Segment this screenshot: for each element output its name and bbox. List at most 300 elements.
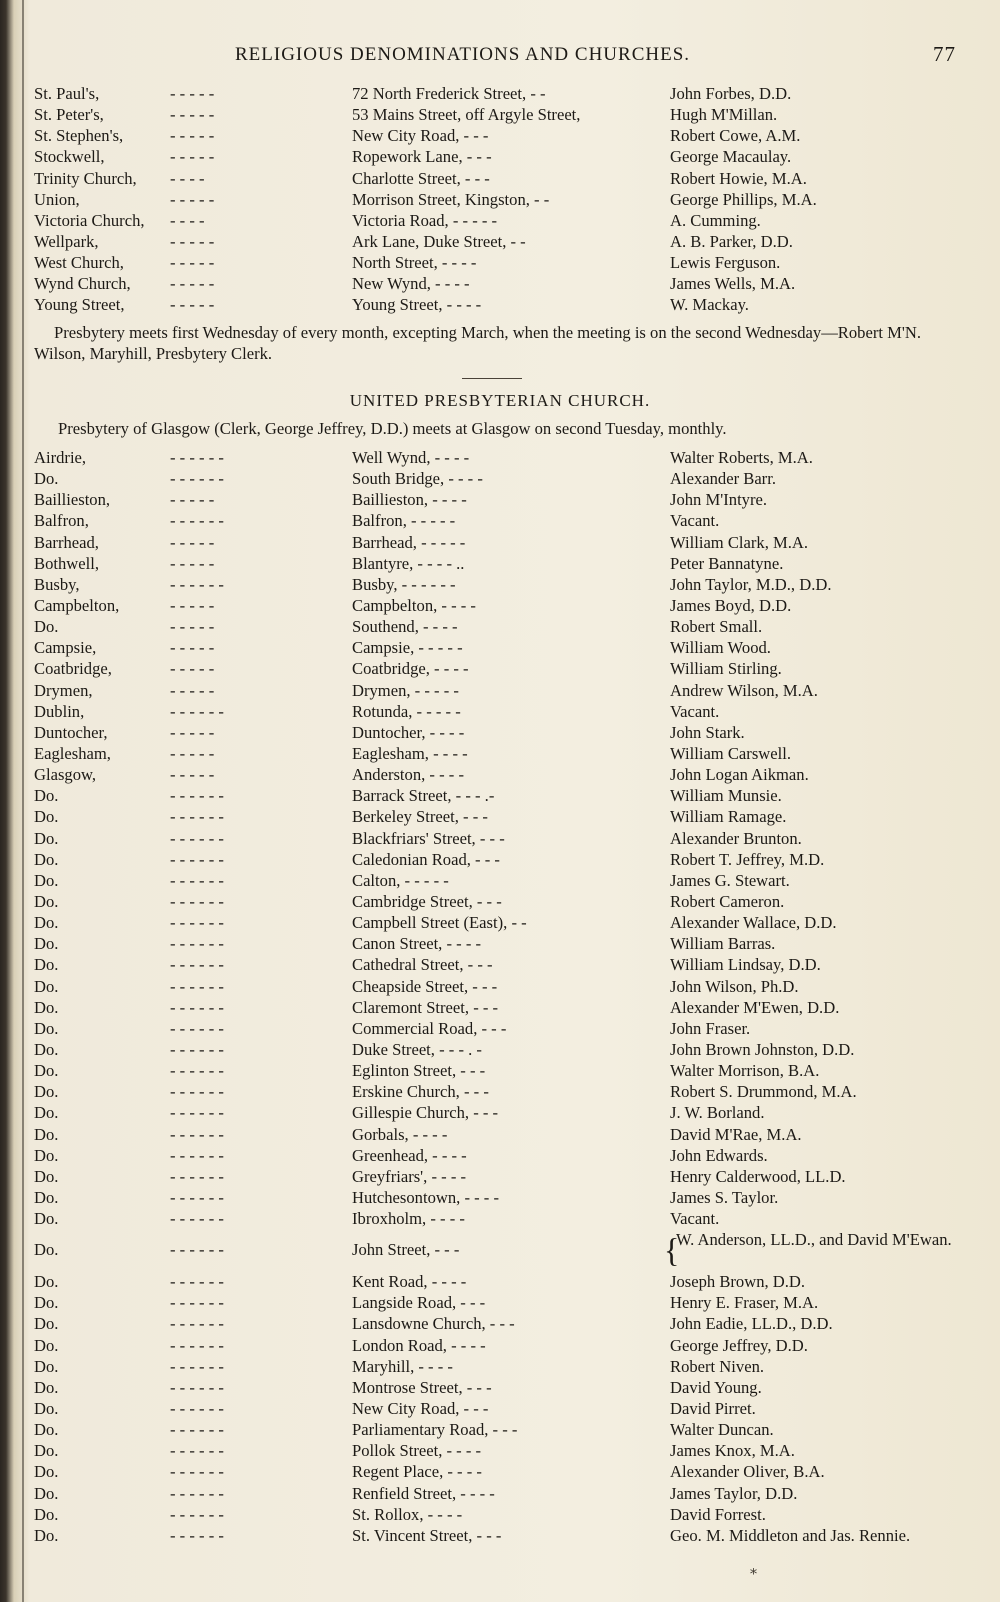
church-list-united-presbyterian — [30, 448, 970, 1547]
church-address: St. Vincent Street, - - - — [352, 1525, 502, 1545]
table-row — [30, 84, 970, 105]
church-address: Eaglesham, - - - - — [352, 743, 468, 763]
leader-dashes: - - - - - - — [170, 828, 224, 848]
table-row — [30, 1484, 970, 1505]
minister-name: Robert Small. — [670, 617, 763, 637]
church-name: Do. — [34, 1209, 59, 1229]
table-row — [30, 1188, 970, 1209]
table-row — [30, 295, 970, 316]
leader-dashes: - - - - - - — [170, 1441, 224, 1461]
table-row — [30, 1146, 970, 1167]
minister-name: John Brown Johnston, D.D. — [670, 1039, 855, 1059]
church-name: Dublin, — [34, 701, 85, 721]
table-row — [30, 659, 970, 680]
church-address: Canon Street, - - - - — [352, 934, 482, 954]
minister-name: John Forbes, D.D. — [670, 84, 792, 103]
minister-name: Robert Howie, M.A. — [670, 168, 807, 188]
printer-mark: ⁎ — [750, 1562, 757, 1578]
church-name: Do. — [34, 891, 59, 911]
leader-dashes: - - - - - - — [170, 913, 224, 933]
leader-dashes: - - - - - - — [170, 1240, 224, 1260]
minister-name: Vacant. — [670, 1209, 720, 1229]
minister-name: David Pirret. — [670, 1399, 756, 1419]
table-row — [30, 554, 970, 575]
church-address: Charlotte Street, - - - — [352, 168, 490, 188]
leader-dashes: - - - - - - — [170, 1293, 224, 1313]
church-name: Wynd Church, — [34, 274, 131, 294]
church-address: Ibroxholm, - - - - — [352, 1209, 465, 1229]
leader-dashes: - - - - - — [170, 490, 215, 510]
church-name: Wellpark, — [34, 231, 99, 251]
church-address: Campbell Street (East), - - — [352, 913, 527, 933]
church-address: Langside Road, - - - — [352, 1293, 486, 1313]
leader-dashes: - - - - - - — [170, 1356, 224, 1376]
church-address: St. Rollox, - - - - — [352, 1504, 463, 1524]
leader-dashes: - - - - - — [170, 231, 215, 251]
church-address: North Street, - - - - — [352, 253, 477, 273]
minister-name: A. Cumming. — [670, 210, 761, 230]
minister-name: W. Mackay. — [670, 295, 749, 315]
church-name: Do. — [34, 1356, 59, 1376]
church-address: Greenhead, - - - - — [352, 1145, 467, 1165]
minister-name: William Carswell. — [670, 743, 791, 763]
church-address: Lansdowne Church, - - - — [352, 1314, 515, 1334]
minister-name: Alexander Brunton. — [670, 828, 802, 848]
table-row — [30, 638, 970, 659]
minister-name: Robert S. Drummond, M.A. — [670, 1082, 857, 1102]
church-name: Campbelton, — [34, 595, 120, 615]
church-address: John Street, - - - — [352, 1240, 460, 1260]
leader-dashes: - - - - - - — [170, 701, 224, 721]
church-name: Stockwell, — [34, 147, 105, 167]
church-address: New Wynd, - - - - — [352, 274, 470, 294]
church-name: Do. — [34, 1399, 59, 1419]
church-name: Do. — [34, 1103, 59, 1123]
leader-dashes: - - - - - - — [170, 1272, 224, 1292]
church-address: Caledonian Road, - - - — [352, 849, 500, 869]
minister-name: David Young. — [670, 1377, 762, 1397]
minister-name: John Wilson, Ph.D. — [670, 976, 799, 996]
leader-dashes: - - - - - — [170, 253, 215, 273]
church-name: Airdrie, — [34, 448, 87, 467]
table-row — [30, 511, 970, 532]
table-row — [30, 469, 970, 490]
minister-name: J. W. Borland. — [670, 1103, 765, 1123]
church-name: Campsie, — [34, 638, 97, 658]
leader-dashes: - - - - - - — [170, 849, 224, 869]
leader-dashes: - - - - - - — [170, 1103, 224, 1123]
church-name: Do. — [34, 1441, 59, 1461]
leader-dashes: - - - - - - — [170, 870, 224, 890]
minister-name: Alexander Wallace, D.D. — [670, 913, 837, 933]
leader-dashes: - - - - - - — [170, 1166, 224, 1186]
leader-dashes: - - - - - — [170, 532, 215, 552]
table-row — [30, 892, 970, 913]
minister-name: Robert Niven. — [670, 1356, 765, 1376]
church-name: St. Paul's, — [34, 84, 100, 103]
church-address: Montrose Street, - - - — [352, 1377, 492, 1397]
church-address: Kent Road, - - - - — [352, 1272, 467, 1292]
running-title: RELIGIOUS DENOMINATIONS AND CHURCHES. — [235, 44, 691, 65]
church-name: Do. — [34, 976, 59, 996]
church-name: St. Stephen's, — [34, 126, 124, 146]
book-spine — [22, 0, 24, 1602]
table-row — [30, 1336, 970, 1357]
minister-name: William Stirling. — [670, 659, 782, 679]
minister-name: William Lindsay, D.D. — [670, 955, 821, 975]
minister-name: Lewis Ferguson. — [670, 253, 781, 273]
church-name: Young Street, — [34, 295, 125, 315]
leader-dashes: - - - - - - — [170, 1187, 224, 1207]
table-row — [30, 1272, 970, 1293]
leader-dashes: - - - - - - — [170, 511, 224, 531]
leader-dashes: - - - - - — [170, 638, 215, 658]
leader-dashes: - - - - - - — [170, 1462, 224, 1482]
church-name: Do. — [34, 828, 59, 848]
church-list-established — [30, 84, 970, 317]
table-row — [30, 1378, 970, 1399]
church-name: Do. — [34, 870, 59, 890]
table-row — [30, 274, 970, 295]
church-address: Berkeley Street, - - - — [352, 807, 488, 827]
church-name: Do. — [34, 1166, 59, 1186]
church-name: Do. — [34, 1145, 59, 1165]
church-address: Eglinton Street, - - - — [352, 1061, 486, 1081]
church-address: Baillieston, - - - - — [352, 490, 467, 510]
leader-dashes: - - - - - — [170, 126, 215, 146]
church-address: Cheapside Street, - - - — [352, 976, 498, 996]
leader-dashes: - - - - - — [170, 295, 215, 315]
minister-name: George Jeffrey, D.D. — [670, 1335, 808, 1355]
church-address: Duntocher, - - - - — [352, 722, 465, 742]
church-address: Campsie, - - - - - — [352, 638, 463, 658]
church-address: Hutchesontown, - - - - — [352, 1187, 500, 1207]
table-row — [30, 1082, 970, 1103]
table-row — [30, 1505, 970, 1526]
leader-dashes: - - - - - — [170, 274, 215, 294]
church-name: Do. — [34, 1082, 59, 1102]
church-name: Do. — [34, 1061, 59, 1081]
minister-name: William Barras. — [670, 934, 776, 954]
church-address: 53 Mains Street, off Argyle Street, — [352, 105, 581, 125]
church-name: Do. — [34, 1377, 59, 1397]
leader-dashes: - - - - - — [170, 743, 215, 763]
table-row — [30, 850, 970, 871]
minister-name: William Clark, M.A. — [670, 532, 809, 552]
minister-name: John Stark. — [670, 722, 745, 742]
leader-dashes: - - - - - - — [170, 955, 224, 975]
church-name: Do. — [34, 786, 59, 806]
church-name: Do. — [34, 1187, 59, 1207]
church-address: Barrhead, - - - - - — [352, 532, 466, 552]
minister-name: George Macaulay. — [670, 147, 792, 167]
minister-name: Henry Calderwood, LL.D. — [670, 1166, 846, 1186]
minister-name: Alexander Barr. — [670, 469, 776, 489]
church-name: Do. — [34, 1483, 59, 1503]
church-name: Do. — [34, 1240, 59, 1260]
church-name: Do. — [34, 1293, 59, 1313]
table-row — [30, 723, 970, 744]
leader-dashes: - - - - - — [170, 722, 215, 742]
section-intro: Presbytery of Glasgow (Clerk, George Jeffrey, D.D.) meets at Glasgow on second Tuesday, monthly. — [58, 419, 727, 438]
table-row — [30, 1230, 970, 1272]
church-name: West Church, — [34, 253, 124, 273]
minister-name: William Munsie. — [670, 786, 782, 806]
minister-name: William Wood. — [670, 638, 771, 658]
minister-name: John Edwards. — [670, 1145, 768, 1165]
section-title: UNITED PRESBYTERIAN CHURCH. — [349, 391, 651, 410]
table-row — [30, 1462, 970, 1483]
church-name: Trinity Church, — [34, 168, 137, 188]
minister-name: John Logan Aikman. — [670, 765, 809, 785]
church-address: Parliamentary Road, - - - — [352, 1420, 518, 1440]
table-row — [30, 1357, 970, 1378]
church-address: Cathedral Street, - - - — [352, 955, 493, 975]
church-address: Ark Lane, Duke Street, - - — [352, 231, 526, 251]
table-row — [30, 998, 970, 1019]
church-address: Southend, - - - - — [352, 617, 458, 637]
minister-name: James Wells, M.A. — [670, 274, 796, 294]
leader-dashes: - - - - - - — [170, 1082, 224, 1102]
church-address: Gillespie Church, - - - — [352, 1103, 499, 1123]
table-row — [30, 744, 970, 765]
church-address: Regent Place, - - - - — [352, 1462, 482, 1482]
table-row — [30, 1125, 970, 1146]
leader-dashes: - - - - - — [170, 147, 215, 167]
church-name: Do. — [34, 1525, 59, 1545]
church-address: Victoria Road, - - - - - — [352, 210, 498, 230]
leader-dashes: - - - - - - — [170, 574, 224, 594]
table-row — [30, 1103, 970, 1124]
church-address: Young Street, - - - - — [352, 295, 482, 315]
table-row — [30, 681, 970, 702]
leader-dashes: - - - - - - — [170, 1504, 224, 1524]
church-address: Drymen, - - - - - — [352, 680, 459, 700]
minister-name: Robert Cameron. — [670, 891, 785, 911]
church-name: Balfron, — [34, 511, 89, 531]
minister-name: Alexander M'Ewen, D.D. — [670, 997, 840, 1017]
church-name: St. Peter's, — [34, 105, 104, 125]
minister-name: Walter Duncan. — [670, 1420, 774, 1440]
table-row — [30, 1019, 970, 1040]
church-name: Busby, — [34, 574, 80, 594]
table-row — [30, 1526, 970, 1547]
page-number: 77 — [933, 42, 956, 66]
church-address: Blackfriars' Street, - - - — [352, 828, 505, 848]
leader-dashes: - - - - - - — [170, 1314, 224, 1334]
leader-dashes: - - - - - — [170, 765, 215, 785]
minister-name: Henry E. Fraser, M.A. — [670, 1293, 819, 1313]
church-name: Barrhead, — [34, 532, 99, 552]
church-name: Coatbridge, — [34, 659, 112, 679]
minister-name: James Taylor, D.D. — [670, 1483, 798, 1503]
church-address: New City Road, - - - — [352, 1399, 489, 1419]
church-name: Union, — [34, 189, 80, 209]
church-address: Well Wynd, - - - - — [352, 448, 470, 467]
leader-dashes: - - - - - - — [170, 1145, 224, 1165]
church-address: Renfield Street, - - - - — [352, 1483, 495, 1503]
church-name: Do. — [34, 913, 59, 933]
church-name: Glasgow, — [34, 765, 97, 785]
leader-dashes: - - - - - - — [170, 1039, 224, 1059]
minister-name: Andrew Wilson, M.A. — [670, 680, 818, 700]
minister-name: James G. Stewart. — [670, 870, 790, 890]
page-header — [30, 42, 960, 70]
church-name: Do. — [34, 997, 59, 1017]
section-divider — [462, 378, 522, 379]
church-address: 72 North Frederick Street, - - — [352, 84, 546, 103]
church-address: Ropework Lane, - - - — [352, 147, 492, 167]
minister-name: David M'Rae, M.A. — [670, 1124, 802, 1144]
table-row — [30, 829, 970, 850]
table-row — [30, 977, 970, 998]
table-row — [30, 1167, 970, 1188]
table-row — [30, 786, 970, 807]
church-address: South Bridge, - - - - — [352, 469, 483, 489]
table-row — [30, 913, 970, 934]
leader-dashes: - - - - - - — [170, 1124, 224, 1144]
church-name: Do. — [34, 617, 59, 637]
church-name: Do. — [34, 1314, 59, 1334]
church-address: London Road, - - - - — [352, 1335, 486, 1355]
table-row — [30, 1399, 970, 1420]
church-address: Claremont Street, - - - — [352, 997, 499, 1017]
table-row — [30, 211, 970, 232]
church-name: Victoria Church, — [34, 210, 145, 230]
table-row — [30, 934, 970, 955]
table-row — [30, 575, 970, 596]
leader-dashes: - - - - - — [170, 105, 215, 125]
minister-name: John Eadie, LL.D., D.D. — [670, 1314, 833, 1334]
leader-dashes: - - - - - - — [170, 1335, 224, 1355]
minister-name: Joseph Brown, D.D. — [670, 1272, 806, 1292]
leader-dashes: - - - - - - — [170, 1018, 224, 1038]
church-address: Maryhill, - - - - — [352, 1356, 453, 1376]
church-address: Duke Street, - - - . - — [352, 1039, 482, 1059]
minister-name: William Ramage. — [670, 807, 787, 827]
church-address: Gorbals, - - - - — [352, 1124, 448, 1144]
leader-dashes: - - - - - - — [170, 448, 224, 467]
church-address: Greyfriars', - - - - — [352, 1166, 467, 1186]
table-row — [30, 955, 970, 976]
church-address: Anderston, - - - - — [352, 765, 464, 785]
table-row — [30, 232, 970, 253]
minister-name: John M'Intyre. — [670, 490, 768, 510]
leader-dashes: - - - - - - — [170, 934, 224, 954]
church-name: Do. — [34, 1462, 59, 1482]
leader-dashes: - - - - - - — [170, 891, 224, 911]
leader-dashes: - - - - - - — [170, 1399, 224, 1419]
minister-name: Robert T. Jeffrey, M.D. — [670, 849, 825, 869]
minister-name: Walter Morrison, B.A. — [670, 1061, 820, 1081]
minister-name: W. Anderson, LL.D., and David M'Ewan. — [676, 1230, 952, 1250]
table-row — [30, 596, 970, 617]
table-row — [30, 807, 970, 828]
table-row — [30, 490, 970, 511]
church-address: Erskine Church, - - - — [352, 1082, 489, 1102]
church-address: Pollok Street, - - - - — [352, 1441, 482, 1461]
leader-dashes: - - - - - — [170, 84, 215, 103]
church-name: Eaglesham, — [34, 743, 111, 763]
leader-dashes: - - - - - — [170, 617, 215, 637]
leader-dashes: - - - - - — [170, 680, 215, 700]
table-row — [30, 169, 970, 190]
minister-name: Robert Cowe, A.M. — [670, 126, 801, 146]
table-row — [30, 1061, 970, 1082]
church-name: Drymen, — [34, 680, 93, 700]
church-address: Campbelton, - - - - — [352, 595, 476, 615]
minister-name: James Boyd, D.D. — [670, 595, 792, 615]
minister-name: Geo. M. Middleton and Jas. Rennie. — [670, 1525, 911, 1545]
leader-dashes: - - - - - - — [170, 469, 224, 489]
minister-name: Vacant. — [670, 701, 720, 721]
presbytery-note: Presbytery meets first Wednesday of every month, excepting March, when the meeting is on the second Wednesday—Robert M'N. Wilson, Maryhill, Presbytery Clerk. — [34, 323, 921, 363]
leader-dashes: - - - - - - — [170, 1483, 224, 1503]
church-name: Do. — [34, 1124, 59, 1144]
minister-name: Vacant. — [670, 511, 720, 531]
church-name: Do. — [34, 1272, 59, 1292]
leader-dashes: - - - - - - — [170, 976, 224, 996]
table-row — [30, 702, 970, 723]
minister-name: John Fraser. — [670, 1018, 751, 1038]
church-address: Blantyre, - - - - .. — [352, 553, 465, 573]
leader-dashes: - - - - - — [170, 659, 215, 679]
leader-dashes: - - - - - - — [170, 1525, 224, 1545]
table-row — [30, 617, 970, 638]
leader-dashes: - - - - - — [170, 189, 215, 209]
church-address: Commercial Road, - - - — [352, 1018, 507, 1038]
leader-dashes: - - - - — [170, 210, 205, 230]
table-row — [30, 1040, 970, 1061]
table-row — [30, 871, 970, 892]
minister-name: A. B. Parker, D.D. — [670, 231, 793, 251]
church-name: Do. — [34, 1420, 59, 1440]
church-address: Barrack Street, - - - .- — [352, 786, 495, 806]
church-name: Baillieston, — [34, 490, 111, 510]
minister-name: John Taylor, M.D., D.D. — [670, 574, 832, 594]
church-name: Do. — [34, 1504, 59, 1524]
leader-dashes: - - - - - - — [170, 786, 224, 806]
leader-dashes: - - - - - - — [170, 1377, 224, 1397]
leader-dashes: - - - - - — [170, 595, 215, 615]
church-name: Do. — [34, 849, 59, 869]
minister-name: Hugh M'Millan. — [670, 105, 778, 125]
table-row — [30, 1293, 970, 1314]
table-row — [30, 105, 970, 126]
curly-brace: { — [664, 1231, 680, 1270]
minister-name: Walter Roberts, M.A. — [670, 448, 813, 467]
table-row — [30, 253, 970, 274]
table-row — [30, 1420, 970, 1441]
church-address: Balfron, - - - - - — [352, 511, 456, 531]
church-name: Do. — [34, 1018, 59, 1038]
minister-name: David Forrest. — [670, 1504, 766, 1524]
church-address: Rotunda, - - - - - — [352, 701, 461, 721]
table-row — [30, 533, 970, 554]
table-row — [30, 1441, 970, 1462]
church-address: Cambridge Street, - - - — [352, 891, 502, 911]
church-address: New City Road, - - - — [352, 126, 489, 146]
minister-name: James S. Taylor. — [670, 1187, 779, 1207]
leader-dashes: - - - - - - — [170, 1420, 224, 1440]
leader-dashes: - - - - - - — [170, 807, 224, 827]
church-address: Morrison Street, Kingston, - - — [352, 189, 550, 209]
church-name: Duntocher, — [34, 722, 108, 742]
church-name: Do. — [34, 1039, 59, 1059]
church-address: Coatbridge, - - - - — [352, 659, 469, 679]
table-row — [30, 448, 970, 469]
leader-dashes: - - - - - — [170, 553, 215, 573]
